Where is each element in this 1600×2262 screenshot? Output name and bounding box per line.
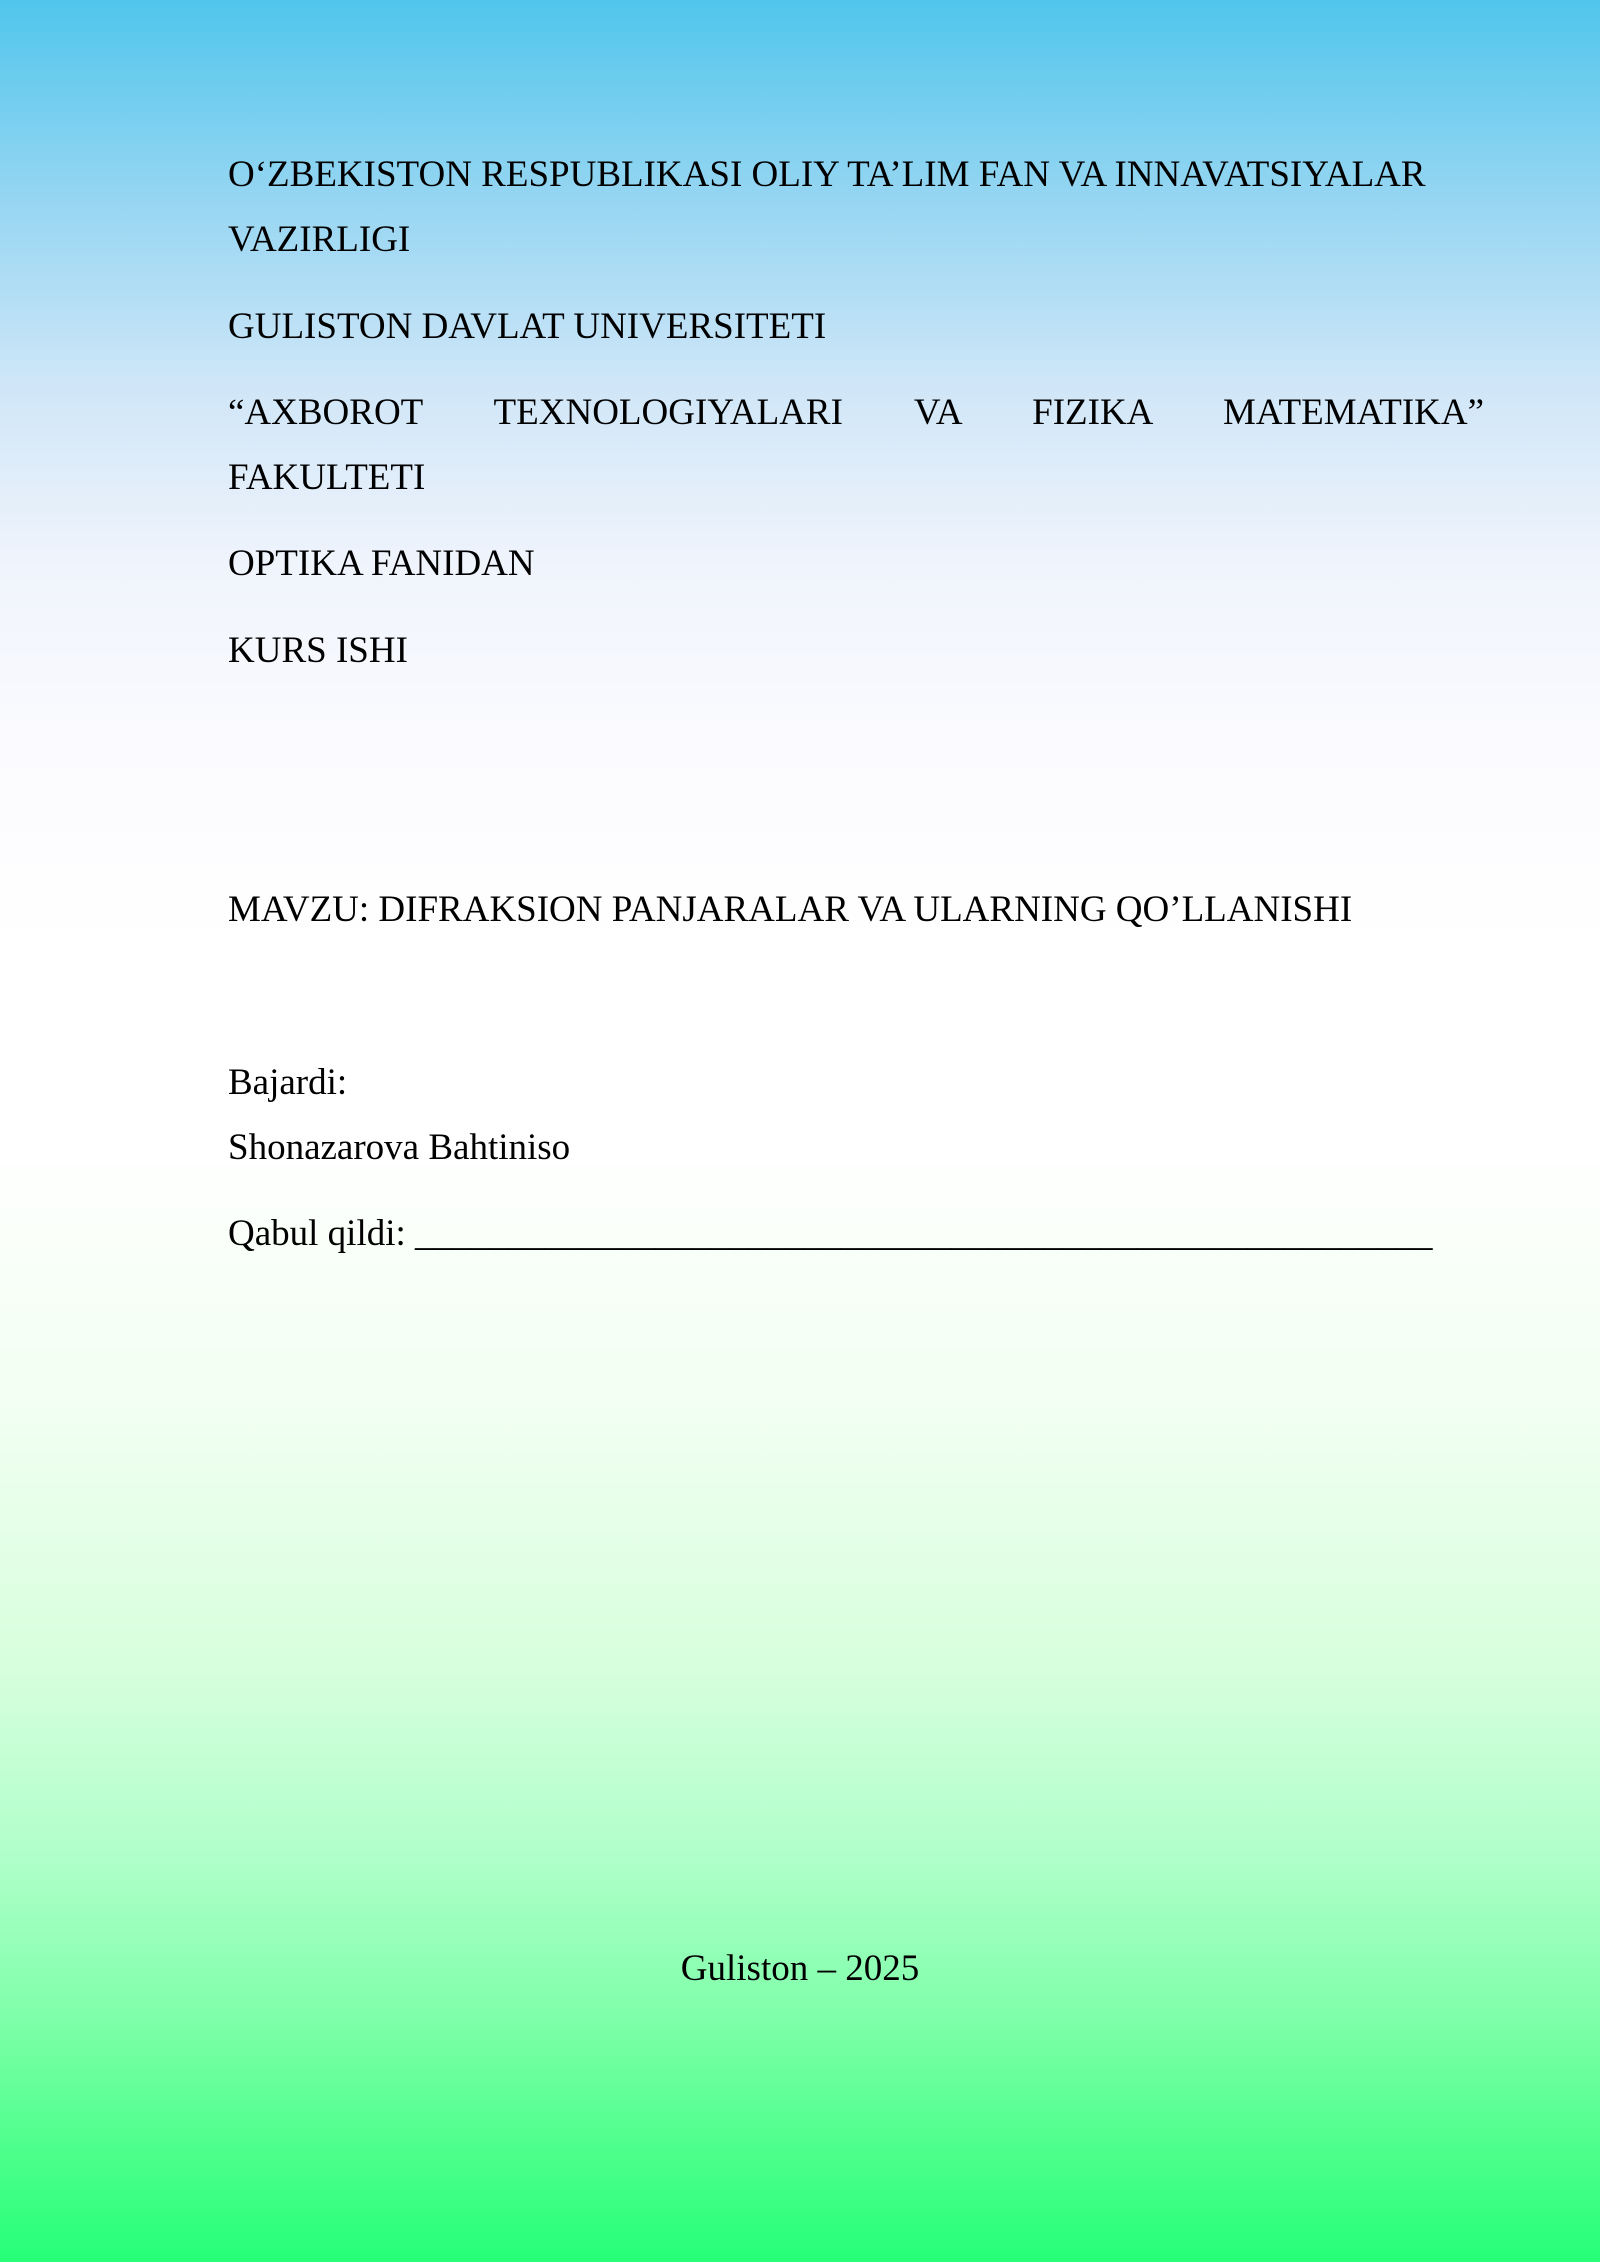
accepted-by-line: Qabul qildi: _______________________________________________________ [228,1213,1433,1254]
subject-title: OPTIKA FANIDAN [228,543,535,584]
topic-title: MAVZU: DIFRAKSION PANJARALAR VA ULARNING QO’LLANISHI [228,889,1353,930]
performed-by-label: Bajardi: [228,1062,348,1103]
footer-place-year: Guliston – 2025 [680,1948,920,1989]
faculty-line-2: FAKULTETI [228,457,426,498]
ministry-line-1: O‘ZBEKISTON RESPUBLIKASI OLIY TA’LIM FAN VA INNAVATSIYALAR [228,154,1426,195]
ministry-line-2: VAZIRLIGI [228,219,411,260]
student-name: Shonazarova Bahtiniso [228,1127,571,1168]
work-type: KURS ISHI [228,630,408,671]
university-name: GULISTON DAVLAT UNIVERSITETI [228,306,827,347]
faculty-line-1: “AXBOROT TEXNOLOGIYALARI VA FIZIKA MATEMATIKA” [228,392,1484,433]
